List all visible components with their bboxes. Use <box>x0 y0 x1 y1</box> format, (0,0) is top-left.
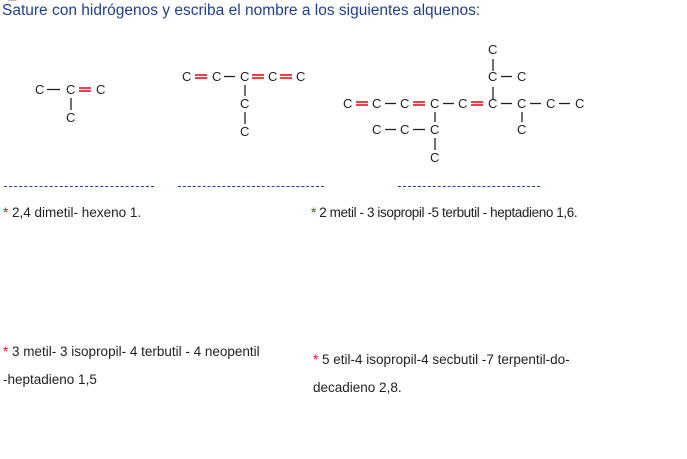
carbon-atom: C <box>96 82 106 97</box>
carbon-atom: C <box>517 122 527 137</box>
exercise-item-3 <box>3 338 260 394</box>
carbon-atom: C <box>268 69 278 84</box>
carbon-atom: C <box>400 96 410 111</box>
bullet-asterisk: * <box>313 352 319 367</box>
carbon-atom: C <box>35 82 45 97</box>
exercise-text: 2 metil - 3 isopropil -5 terbutil - heptadieno 1,6. <box>319 205 578 220</box>
bullet-asterisk: * <box>3 344 9 359</box>
exercise-text: 2,4 dimetil- hexeno 1. <box>12 205 142 220</box>
answer-blank-3[interactable] <box>398 186 540 187</box>
exercise-text-line2: decadieno 2,8. <box>313 380 402 395</box>
carbon-atom: C <box>546 96 556 111</box>
carbon-atom: C <box>372 122 382 137</box>
carbon-atom: C <box>430 96 440 111</box>
structure-1 <box>35 82 105 125</box>
carbon-atom: C <box>575 96 585 111</box>
carbon-atom: C <box>458 96 468 111</box>
carbon-atom: C <box>488 96 498 111</box>
answer-blank-1[interactable] <box>4 186 154 187</box>
bullet-asterisk: * <box>3 205 9 220</box>
carbon-atom: C <box>240 69 250 84</box>
structure-3 <box>343 42 584 165</box>
exercise-text-line1: 5 etil-4 isopropil-4 secbutil -7 terpentil-do- <box>322 352 570 367</box>
carbon-atom: C <box>182 69 192 84</box>
carbon-atom: C <box>296 69 306 84</box>
carbon-atom: C <box>212 69 222 84</box>
exercise-text-line1: 3 metil- 3 isopropil- 4 terbutil - 4 neopentil <box>12 344 260 359</box>
carbon-atom: C <box>343 96 353 111</box>
exercise-item-1 <box>3 205 141 220</box>
carbon-atom: C <box>488 69 498 84</box>
carbon-atom: C <box>488 42 498 57</box>
carbon-atom: C <box>430 122 440 137</box>
structures-canvas <box>0 0 687 200</box>
exercise-text-line2: -heptadieno 1,5 <box>3 372 97 387</box>
structure-2 <box>182 69 305 139</box>
carbon-atom: C <box>430 150 440 165</box>
carbon-atom: C <box>66 110 76 125</box>
exercise-item-4 <box>313 346 570 402</box>
bullet-asterisk: * <box>311 205 316 220</box>
exercise-item-2 <box>311 205 577 220</box>
carbon-atom: C <box>240 124 250 139</box>
answer-blank-2[interactable] <box>178 186 324 187</box>
carbon-atom: C <box>240 96 250 111</box>
page-title: Sature con hidrógenos y escriba el nombre a los siguientes alquenos: <box>2 2 481 19</box>
carbon-atom: C <box>400 122 410 137</box>
carbon-atom: C <box>66 82 76 97</box>
carbon-atom: C <box>517 69 527 84</box>
carbon-atom: C <box>372 96 382 111</box>
carbon-atom: C <box>517 96 527 111</box>
